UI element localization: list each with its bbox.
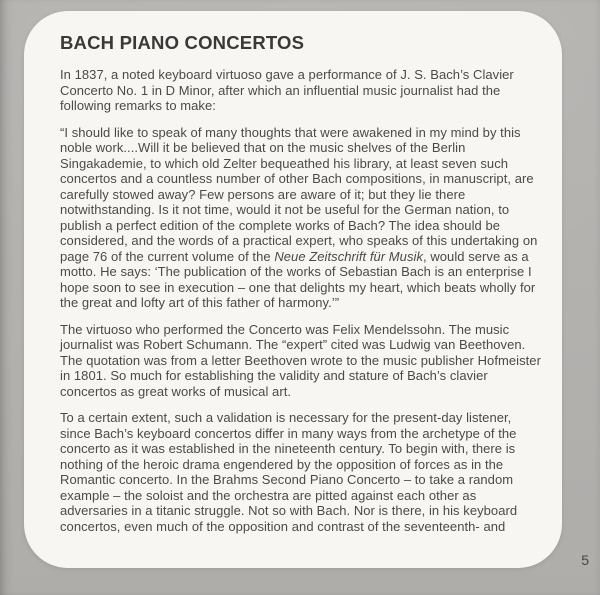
journal-name-italic: Neue Zeitschrift für Musik <box>274 248 424 264</box>
paragraph-quote <box>60 125 542 311</box>
quote-text-after: , would serve as a motto. He says: ‘The publication of the works of Sebastian Bach is an enterprise I hope soon to see in execution – one that delights my heart, which beats wholly for the great and lofty art of this father of harmony.’” <box>60 248 536 310</box>
quote-text-before: “I should like to speak of many thoughts that were awakened in my mind by this noble work....Will it be believed that on the music shelves of the Berlin Singakademie, to which old Zelter bequeathed his library, at least seven such concertos and a countless number of other Bach compositions, in manuscript, are carefully stowed away? Few persons are aware of it; but they lie there notwithstanding. Is it not time, would it not be useful for the German nation, to publish a perfect edition of the complete works of Bach? The idea should be considered, and the words of a practical expert, who speaks of this undertaking on page 76 of the current volume of the <box>60 124 538 264</box>
paragraph-intro: In 1837, a noted keyboard virtuoso gave a performance of J. S. Bach’s Clavier Concerto No. 1 in D Minor, after which an influential music journalist had the following remarks to make: <box>60 67 514 113</box>
page-number: 5 <box>581 552 589 568</box>
booklet-card <box>24 11 562 568</box>
paragraph-discussion: To a certain extent, such a validation is necessary for the present-day listener, since Bach’s keyboard concertos differ in many ways from the archetype of the concerto as it was established in the nineteenth century. To begin with, there is nothing of the heroic drama engendered by the opposition of forces as in the Romantic concerto. In the Brahms Second Piano Concerto – to take a random example – the soloist and the orchestra are pitted against each other as adversaries in a titanic struggle. Not so with Bach. Nor is there, in his keyboard concertos, even much of the opposition and contrast of the seventeenth- and <box>60 410 518 534</box>
paragraph-attribution: The virtuoso who performed the Concerto was Felix Mendelssohn. The music journalist was Robert Schumann. The “expert” cited was Ludwig van Beethoven. The quotation was from a letter Beethoven wrote to the music publisher Hofmeister in 1801. So much for establishing the validity and stature of Bach’s clavier concertos as great works of musical art. <box>60 321 541 399</box>
article-title: BACH PIANO CONCERTOS <box>60 32 305 53</box>
